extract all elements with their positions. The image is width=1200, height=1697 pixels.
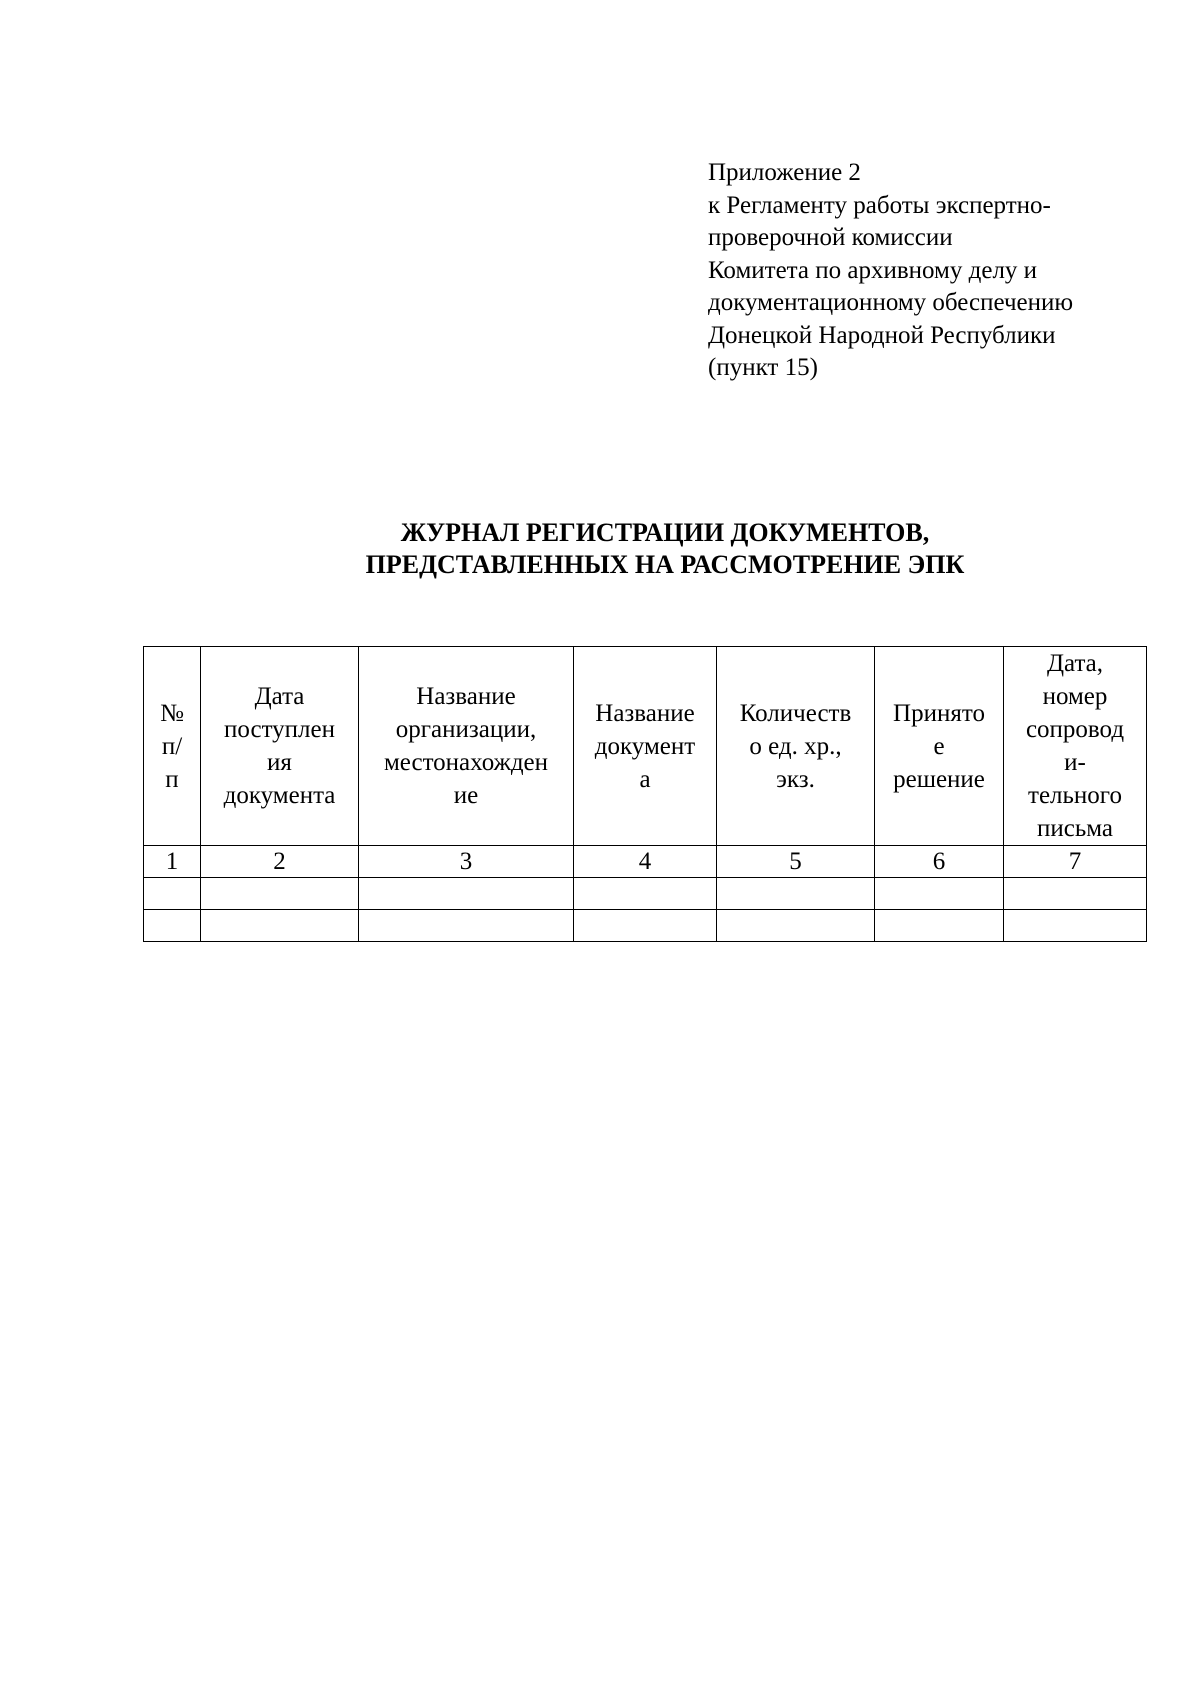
title-line-1: ЖУРНАЛ РЕГИСТРАЦИИ ДОКУМЕНТОВ,	[400, 518, 930, 547]
empty-cell	[1004, 878, 1147, 910]
header-text: ие	[453, 782, 479, 809]
table-row	[144, 878, 1147, 910]
header-text: Количеств	[739, 699, 852, 727]
title-line-2: ПРЕДСТАВЛЕННЫХ НА РАССМОТРЕНИЕ ЭПК	[365, 550, 965, 579]
header-text: решение	[893, 765, 985, 793]
empty-cell	[717, 878, 875, 910]
empty-cell	[201, 878, 359, 910]
empty-cell	[201, 910, 359, 942]
appendix-line: Приложение 2	[708, 159, 861, 186]
column-number-cell: 2	[201, 846, 359, 878]
header-text: ия	[267, 749, 292, 776]
header-text: документ	[594, 732, 696, 760]
header-cell-organization	[359, 647, 574, 846]
empty-cell	[717, 910, 875, 942]
header-text: номер	[1042, 683, 1108, 710]
header-cell-decision	[875, 647, 1004, 846]
document-title	[0, 517, 1200, 581]
column-number-row	[144, 846, 1147, 878]
header-cell-document-name	[574, 647, 717, 846]
empty-cell	[144, 878, 201, 910]
header-cell-cover-letter	[1004, 647, 1147, 846]
header-text: документа	[223, 782, 336, 809]
appendix-line: Комитета по архивному делу и	[708, 256, 1038, 284]
header-text: о ед. хр.,	[749, 732, 842, 760]
empty-cell	[359, 878, 574, 910]
empty-cell	[875, 910, 1004, 942]
appendix-line: (пункт 15)	[708, 354, 818, 381]
header-text: тельного	[1028, 782, 1122, 809]
column-number-cell: 4	[574, 846, 717, 878]
appendix-line: к Регламенту работы экспертно-	[708, 191, 1051, 219]
header-text: местонахожден	[383, 749, 549, 776]
header-text: а	[639, 765, 651, 793]
empty-cell	[574, 910, 717, 942]
header-text: №	[160, 699, 184, 727]
empty-cell	[359, 910, 574, 942]
header-text: сопровод	[1025, 716, 1125, 743]
header-text: е	[933, 732, 945, 760]
table-row	[144, 910, 1147, 942]
appendix-line: проверочной комиссии	[708, 224, 953, 251]
header-text: поступлен	[223, 716, 336, 743]
empty-cell	[875, 878, 1004, 910]
header-text: п	[165, 765, 179, 793]
column-number-cell: 5	[717, 846, 875, 878]
header-cell-quantity	[717, 647, 875, 846]
header-text: организации,	[395, 716, 537, 743]
column-number-cell: 6	[875, 846, 1004, 878]
registration-journal-table	[143, 646, 1147, 942]
table-header-row	[144, 647, 1147, 846]
header-text: п/	[161, 732, 183, 760]
header-text: письма	[1036, 815, 1113, 842]
header-text: Название	[416, 683, 516, 710]
header-cell-receipt-date	[201, 647, 359, 846]
header-text: экз.	[776, 765, 815, 793]
column-number-cell: 3	[359, 846, 574, 878]
header-text: Дата,	[1046, 650, 1104, 677]
appendix-line: документационному обеспечению	[708, 289, 1074, 316]
empty-cell	[574, 878, 717, 910]
header-cell-number	[144, 647, 201, 846]
header-text: и-	[1064, 749, 1086, 776]
column-number-cell: 1	[144, 846, 201, 878]
header-text: Дата	[254, 683, 305, 710]
empty-cell	[1004, 910, 1147, 942]
column-number-cell: 7	[1004, 846, 1147, 878]
header-text: Название	[595, 699, 695, 727]
empty-cell	[144, 910, 201, 942]
appendix-line: Донецкой Народной Республики	[708, 321, 1056, 349]
header-text: Принято	[893, 699, 985, 727]
appendix-block	[708, 157, 1178, 385]
